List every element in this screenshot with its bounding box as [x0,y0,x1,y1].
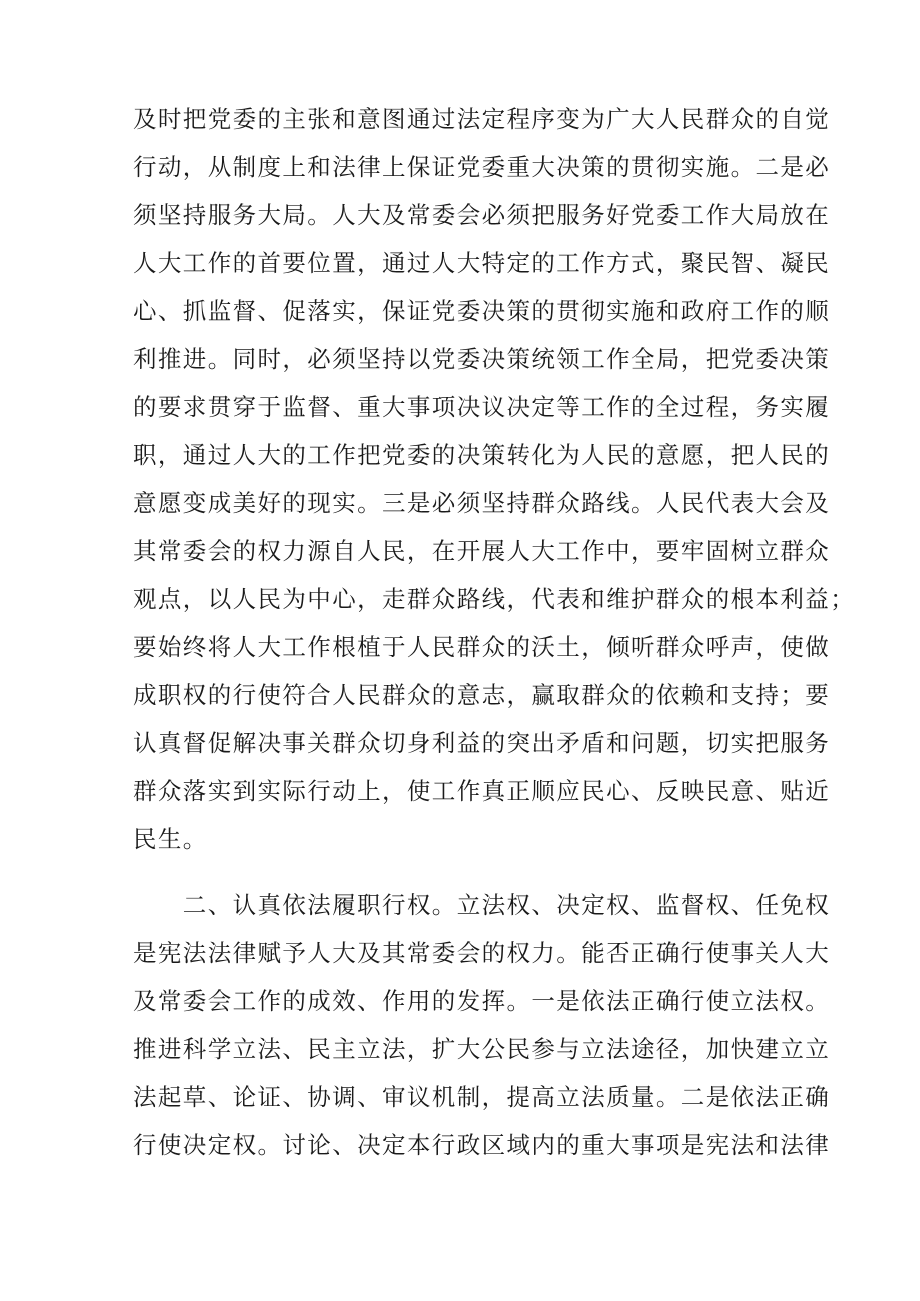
text-line: 认真督促解决事关群众切身利益的突出矛盾和问题，切实把服务 [133,729,831,757]
paragraph-1 [133,95,856,863]
text-line: 民生。 [133,825,208,853]
text-line: 法起草、论证、协调、审议机制，提高立法质量。二是依法正确 [133,1083,831,1111]
text-line: 行动，从制度上和法律上保证党委重大决策的贯彻实施。二是必 [133,153,831,181]
text-line: 的要求贯穿于监督、重大事项决议决定等工作的全过程，务实履 [133,393,831,421]
text-line: 利推进。同时，必须坚持以党委决策统领工作全局，把党委决策 [133,345,831,373]
text-line: 意愿变成美好的现实。三是必须坚持群众路线。人民代表大会及 [133,489,831,517]
text-line: 职，通过人大的工作把党委的决策转化为人民的意愿，把人民的 [133,441,831,469]
text-line: 观点，以人民为中心，走群众路线，代表和维护群众的根本利益； [133,585,856,613]
body-text [133,95,856,1169]
paragraph-2 [133,881,831,1169]
text-line: 二、认真依法履职行权。立法权、决定权、监督权、任免权 [133,891,831,919]
text-line: 是宪法法律赋予人大及其常委会的权力。能否正确行使事关人大 [133,939,831,967]
text-line: 人大工作的首要位置，通过人大特定的工作方式，聚民智、凝民 [133,249,831,277]
text-line: 推进科学立法、民主立法，扩大公民参与立法途径，加快建立立 [133,1035,831,1063]
text-line: 成职权的行使符合人民群众的意志，赢取群众的依赖和支持；要 [133,681,831,709]
paragraph-spacer [133,863,793,881]
text-line: 心、抓监督、促落实，保证党委决策的贯彻实施和政府工作的顺 [133,297,831,325]
text-line: 行使决定权。讨论、决定本行政区域内的重大事项是宪法和法律 [133,1131,831,1159]
text-line: 其常委会的权力源自人民，在开展人大工作中，要牢固树立群众 [133,537,831,565]
text-line: 群众落实到实际行动上，使工作真正顺应民心、反映民意、贴近 [133,777,831,805]
text-line: 及常委会工作的成效、作用的发挥。一是依法正确行使立法权。 [133,987,831,1015]
text-line: 及时把党委的主张和意图通过法定程序变为广大人民群众的自觉 [133,105,831,133]
text-line: 要始终将人大工作根植于人民群众的沃土，倾听群众呼声，使做 [133,633,831,661]
text-line: 须坚持服务大局。人大及常委会必须把服务好党委工作大局放在 [133,201,831,229]
